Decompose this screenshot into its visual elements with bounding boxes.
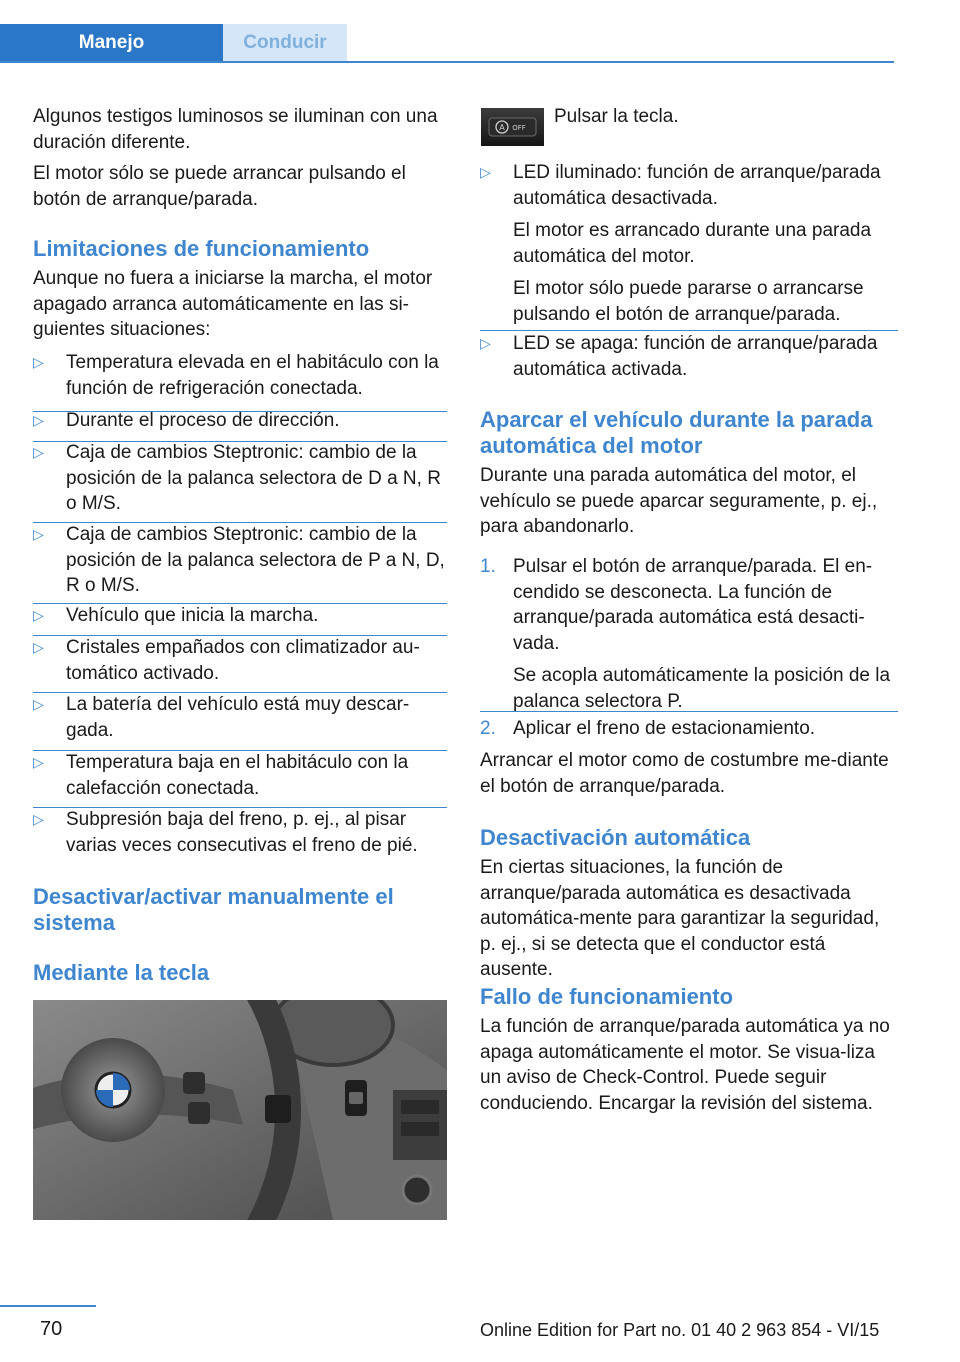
list-item <box>33 603 447 629</box>
heading-limitations: Limitaciones de funcionamiento <box>33 236 370 261</box>
park-after-paragraph: Arrancar el motor como de costumbre me‐diante el botón de arranque/parada. <box>480 750 889 797</box>
intro-paragraph-2: El motor sólo se puede arrancar pulsando el botón de arranque/parada. <box>33 163 406 210</box>
heading-manual-toggle: Desactivar/activar manualmente el sistema <box>33 884 394 935</box>
press-key-text: Pulsar la tecla. <box>554 106 679 127</box>
list-item <box>33 522 447 599</box>
cockpit-illustration <box>33 1000 447 1220</box>
list-item <box>480 160 898 327</box>
triangle-bullet-icon: ▷ <box>33 354 44 370</box>
triangle-bullet-icon: ▷ <box>33 754 44 770</box>
heading-button: Mediante la tecla <box>33 960 210 985</box>
triangle-bullet-icon: ▷ <box>33 811 44 827</box>
list-item-text: LED se apaga: función de arranque/parada automática activada. <box>513 333 878 380</box>
list-item <box>480 331 898 382</box>
triangle-bullet-icon: ▷ <box>480 335 491 351</box>
heading-auto-deactivation: Desactivación automática <box>480 825 751 850</box>
cockpit-photo <box>33 1000 447 1220</box>
list-item-text: LED iluminado: función de arranque/parada automática desactivada. <box>513 162 881 209</box>
list-item-text: Temperatura baja en el habitáculo con la calefacción conectada. <box>66 752 409 799</box>
triangle-bullet-icon: ▷ <box>33 639 44 655</box>
list-item-text: Temperatura elevada en el habitáculo con la función de refrigeración conectada. <box>66 352 439 399</box>
edition-footer: Online Edition for Part no. 01 40 2 963 854 - VI/15 <box>480 1320 880 1340</box>
list-item <box>480 554 898 714</box>
list-item-text: Caja de cambios Steptronic: cambio de la posición de la palanca selectora de P a N, D, R o M/S. <box>66 524 445 596</box>
list-item-subtext: Se acopla automáticamente la posición de la palanca selectora P. <box>513 665 891 712</box>
step-number: 1. <box>480 556 496 577</box>
list-item-text: La batería del vehículo está muy descar‐gada. <box>66 694 410 741</box>
list-item-text: Pulsar el botón de arranque/parada. El en‐cendido se desconecta. La función de arranque/parada automática está desacti‐vada. <box>513 556 873 654</box>
list-item <box>33 692 447 743</box>
triangle-bullet-icon: ▷ <box>33 607 44 623</box>
list-item <box>480 716 898 742</box>
list-item <box>33 408 447 434</box>
park-paragraph: Durante una parada automática del motor, el vehículo se puede aparcar seguramente, p. ej., para abandonarlo. <box>480 465 878 537</box>
list-item-text: Cristales empañados con climatizador au‐tomático activado. <box>66 637 420 684</box>
list-item <box>33 750 447 801</box>
tab-manejo[interactable]: Manejo <box>0 24 223 62</box>
list-item-text: Caja de cambios Steptronic: cambio de la posición de la palanca selectora de D a N, R o M/S. <box>66 442 441 514</box>
list-item <box>33 440 447 517</box>
list-item-subtext: El motor es arrancado durante una parada automática del motor. <box>513 220 872 267</box>
list-item-text: Aplicar el freno de estacionamiento. <box>513 718 816 739</box>
tab-conducir[interactable]: Conducir <box>223 24 347 62</box>
heading-malfunction: Fallo de funcionamiento <box>480 984 734 1009</box>
malfunction-paragraph: La función de arranque/parada automática ya no apaga automáticamente el motor. Se visua‐liza un aviso de Check-Control. Puede seguir conduciendo. Encargar la revisión del sistema. <box>480 1016 890 1114</box>
list-item-text: Durante el proceso de dirección. <box>66 410 340 431</box>
list-divider <box>480 711 898 712</box>
triangle-bullet-icon: ▷ <box>33 444 44 460</box>
triangle-bullet-icon: ▷ <box>480 164 491 180</box>
intro-paragraph-1: Algunos testigos luminosos se iluminan con una duración diferente. <box>33 106 438 153</box>
list-item <box>33 807 447 858</box>
heading-park: Aparcar el vehículo durante la parada automática del motor <box>480 407 873 458</box>
list-item-subtext: El motor sólo puede pararse o arrancarse pulsando el botón de arranque/parada. <box>513 278 864 325</box>
list-item <box>33 350 447 401</box>
auto-start-stop-button-image <box>481 108 544 146</box>
footer-divider <box>0 1305 96 1307</box>
auto-deactivation-paragraph: En ciertas situaciones, la función de arranque/parada automática es desactivada automática‐mente para garantizar la seguridad, p. ej., si se detecta que el conductor está ausente. <box>480 857 880 980</box>
header-divider <box>0 61 894 63</box>
limitations-paragraph: Aunque no fuera a iniciarse la marcha, el motor apagado arranca automáticamente en las si‐guientes situaciones: <box>33 268 433 340</box>
step-number: 2. <box>480 718 496 739</box>
triangle-bullet-icon: ▷ <box>33 696 44 712</box>
list-item-text: Subpresión baja del freno, p. ej., al pisar varias veces consecutivas el freno de pié. <box>66 809 418 856</box>
svg-text:OFF: OFF <box>512 124 526 132</box>
list-item <box>33 635 447 686</box>
svg-text:A: A <box>499 123 505 132</box>
triangle-bullet-icon: ▷ <box>33 412 44 428</box>
page-number: 70 <box>40 1318 63 1340</box>
list-item-text: Vehículo que inicia la marcha. <box>66 605 319 626</box>
triangle-bullet-icon: ▷ <box>33 526 44 542</box>
start-stop-off-icon <box>481 108 544 146</box>
